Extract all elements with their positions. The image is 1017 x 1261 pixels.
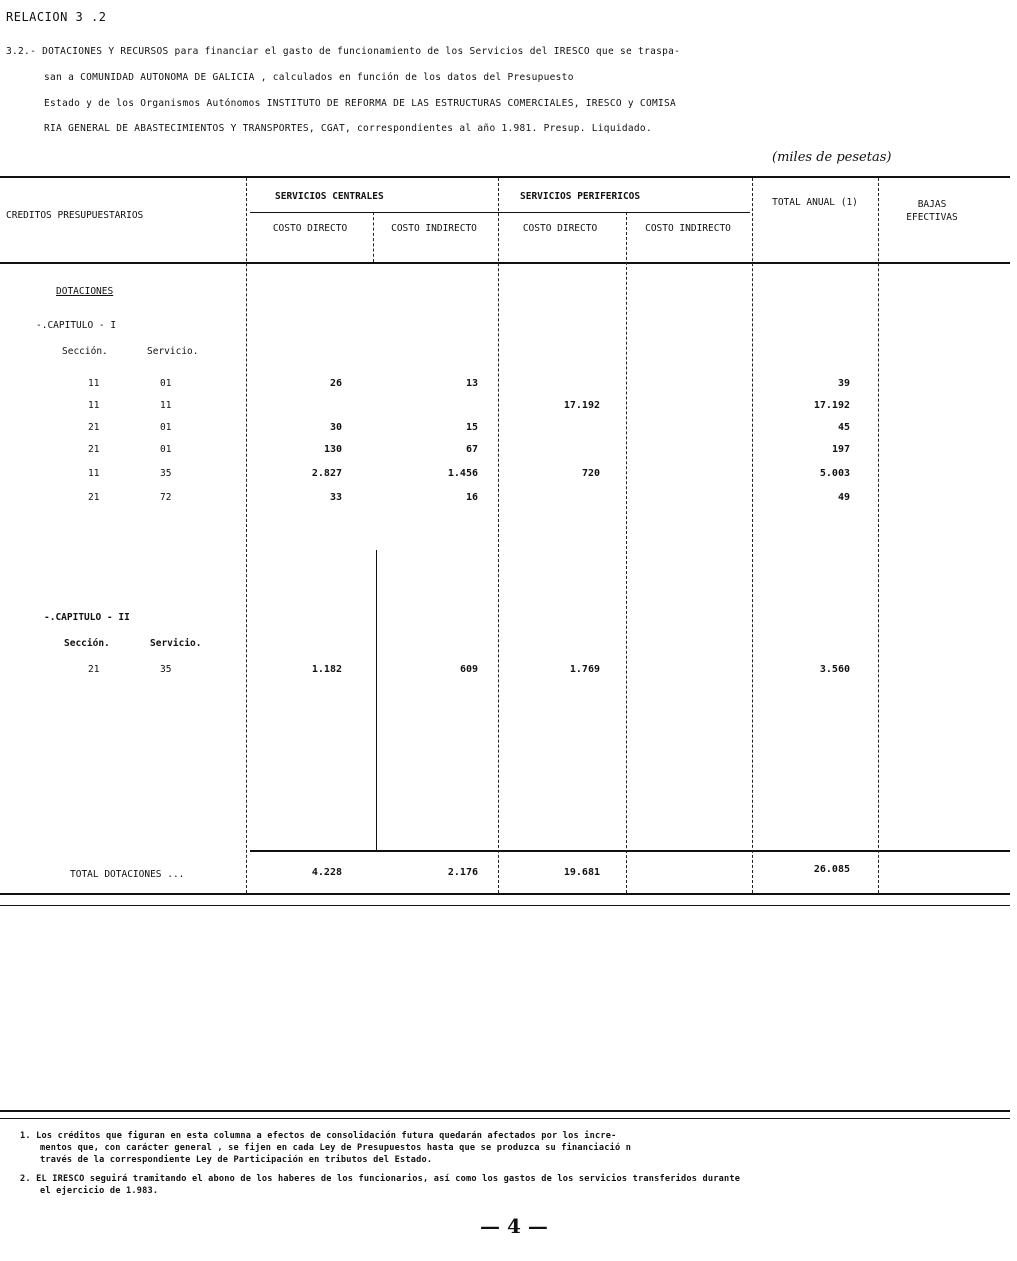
intro-line-2: san a COMUNIDAD AUTONOMA DE GALICIA , calculados en función de los datos del Presupuesto [44, 72, 574, 83]
cell-seccion: 21 [88, 422, 100, 433]
cell-cd-c: 130 [323, 444, 342, 455]
seccion-header-1: Sección. [62, 346, 108, 357]
cell-total: 49 [837, 492, 850, 503]
col-line-1 [246, 178, 247, 893]
cell-total: 39 [837, 378, 850, 389]
cell-servicio: 01 [160, 444, 172, 455]
cell-ci-c: 609 [459, 664, 478, 675]
footnote-1-line-3: través de la correspondiente Ley de Participación en tributos del Estado. [40, 1155, 433, 1165]
cell-total: 17.192 [813, 400, 850, 411]
cell-cd-c: 26 [329, 378, 342, 389]
cell-total: 197 [831, 444, 850, 455]
footnote-1-line-2: mentos que, con carácter general , se fijen en cada Ley de Presupuestos hasta que se produzca su financiació n [40, 1143, 632, 1153]
cell-servicio: 35 [160, 468, 172, 479]
relacion-title: RELACION 3 .2 [6, 10, 107, 24]
cell-total: 45 [837, 422, 850, 433]
col-line-5 [752, 178, 753, 893]
cell-seccion: 21 [88, 492, 100, 503]
cell-servicio: 11 [160, 400, 172, 411]
units-note: (miles de pesetas) [772, 150, 892, 165]
col-line-2-header [373, 212, 374, 262]
cell-ci-c: 13 [465, 378, 478, 389]
total-top-rule [250, 850, 1010, 852]
cell-ci-c: 1.456 [447, 468, 478, 479]
capitulo-2-label: -.CAPITULO - II [44, 612, 130, 623]
cell-total: 3.560 [819, 664, 850, 675]
col-line-3 [498, 178, 499, 893]
header-total-anual: TOTAL ANUAL (1) [772, 197, 858, 208]
cell-cd-c: 2.827 [311, 468, 342, 479]
cell-ci-c: 16 [465, 492, 478, 503]
intro-line-1: 3.2.- DOTACIONES Y RECURSOS para financiar el gasto de funcionamiento de los Servicios del IRESCO que se traspa- [6, 46, 681, 57]
total-cd-centrales: 4.228 [311, 867, 342, 878]
cell-seccion: 11 [88, 468, 100, 479]
header-creditos: CREDITOS PRESUPUESTARIOS [6, 210, 144, 221]
cell-cd-p: 1.769 [569, 664, 600, 675]
cell-servicio: 72 [160, 492, 172, 503]
header-servicios-perifericos: SERVICIOS PERIFERICOS [520, 191, 641, 202]
intro-line-4: RIA GENERAL DE ABASTECIMIENTOS Y TRANSPORTES, CGAT, correspondientes al año 1.981. Presup. Liquidado. [44, 123, 652, 134]
cell-cd-p: 720 [581, 468, 600, 479]
cell-cd-p: 17.192 [563, 400, 600, 411]
footnote-2-line-1: 2. EL IRESCO seguirá tramitando el abono de los haberes de los funcionarios, así como los gastos de los servicios transferidos durante [20, 1174, 741, 1184]
header-costo-directo-perifericos: COSTO DIRECTO [522, 223, 598, 234]
cell-seccion: 11 [88, 400, 100, 411]
header-costo-indirecto-perifericos: COSTO INDIRECTO [645, 223, 731, 234]
total-ci-centrales: 2.176 [447, 867, 478, 878]
cell-seccion: 21 [88, 664, 100, 675]
footnote-rule-2 [0, 1118, 1010, 1119]
header-bajas-efectivas: BAJAS EFECTIVAS [906, 199, 958, 223]
group-underline [250, 212, 750, 213]
total-dotaciones-label: TOTAL DOTACIONES ... [70, 869, 185, 880]
dotaciones-label: DOTACIONES [56, 286, 114, 297]
header-servicios-centrales: SERVICIOS CENTRALES [275, 191, 384, 202]
servicio-header-2: Servicio. [150, 638, 202, 649]
header-costo-indirecto-centrales: COSTO INDIRECTO [391, 223, 477, 234]
header-costo-directo-centrales: COSTO DIRECTO [272, 223, 348, 234]
cell-seccion: 11 [88, 378, 100, 389]
table-bottom-rule-2 [0, 905, 1010, 906]
cell-cd-c: 33 [329, 492, 342, 503]
cell-cd-c: 30 [329, 422, 342, 433]
cell-cd-c: 1.182 [311, 664, 342, 675]
table-top-rule [0, 176, 1010, 178]
cell-ci-c: 67 [465, 444, 478, 455]
footnote-1-line-1: 1. Los créditos que figuran en esta columna a efectos de consolidación futura quedarán afectados por los incre- [20, 1131, 617, 1141]
cell-servicio: 35 [160, 664, 172, 675]
cell-ci-c: 15 [465, 422, 478, 433]
header-bottom-rule [0, 262, 1010, 264]
capitulo-1-label: -.CAPITULO - I [36, 320, 117, 331]
cell-total: 5.003 [819, 468, 850, 479]
col-line-6 [878, 178, 879, 893]
col-line-4 [626, 212, 627, 893]
footnote-rule [0, 1110, 1010, 1112]
total-anual: 26.085 [813, 864, 850, 875]
cell-servicio: 01 [160, 422, 172, 433]
cell-servicio: 01 [160, 378, 172, 389]
footnote-2-line-2: el ejercicio de 1.983. [40, 1186, 159, 1196]
col-line-2 [376, 550, 377, 850]
page-number: — 4 — [480, 1214, 548, 1238]
table-bottom-rule [0, 893, 1010, 895]
cell-seccion: 21 [88, 444, 100, 455]
intro-line-3: Estado y de los Organismos Autónomos INSTITUTO DE REFORMA DE LAS ESTRUCTURAS COMERCIALES, IRESCO y COMISA [44, 98, 677, 109]
servicio-header-1: Servicio. [147, 346, 199, 357]
seccion-header-2: Sección. [64, 638, 110, 649]
total-cd-perifericos: 19.681 [563, 867, 600, 878]
